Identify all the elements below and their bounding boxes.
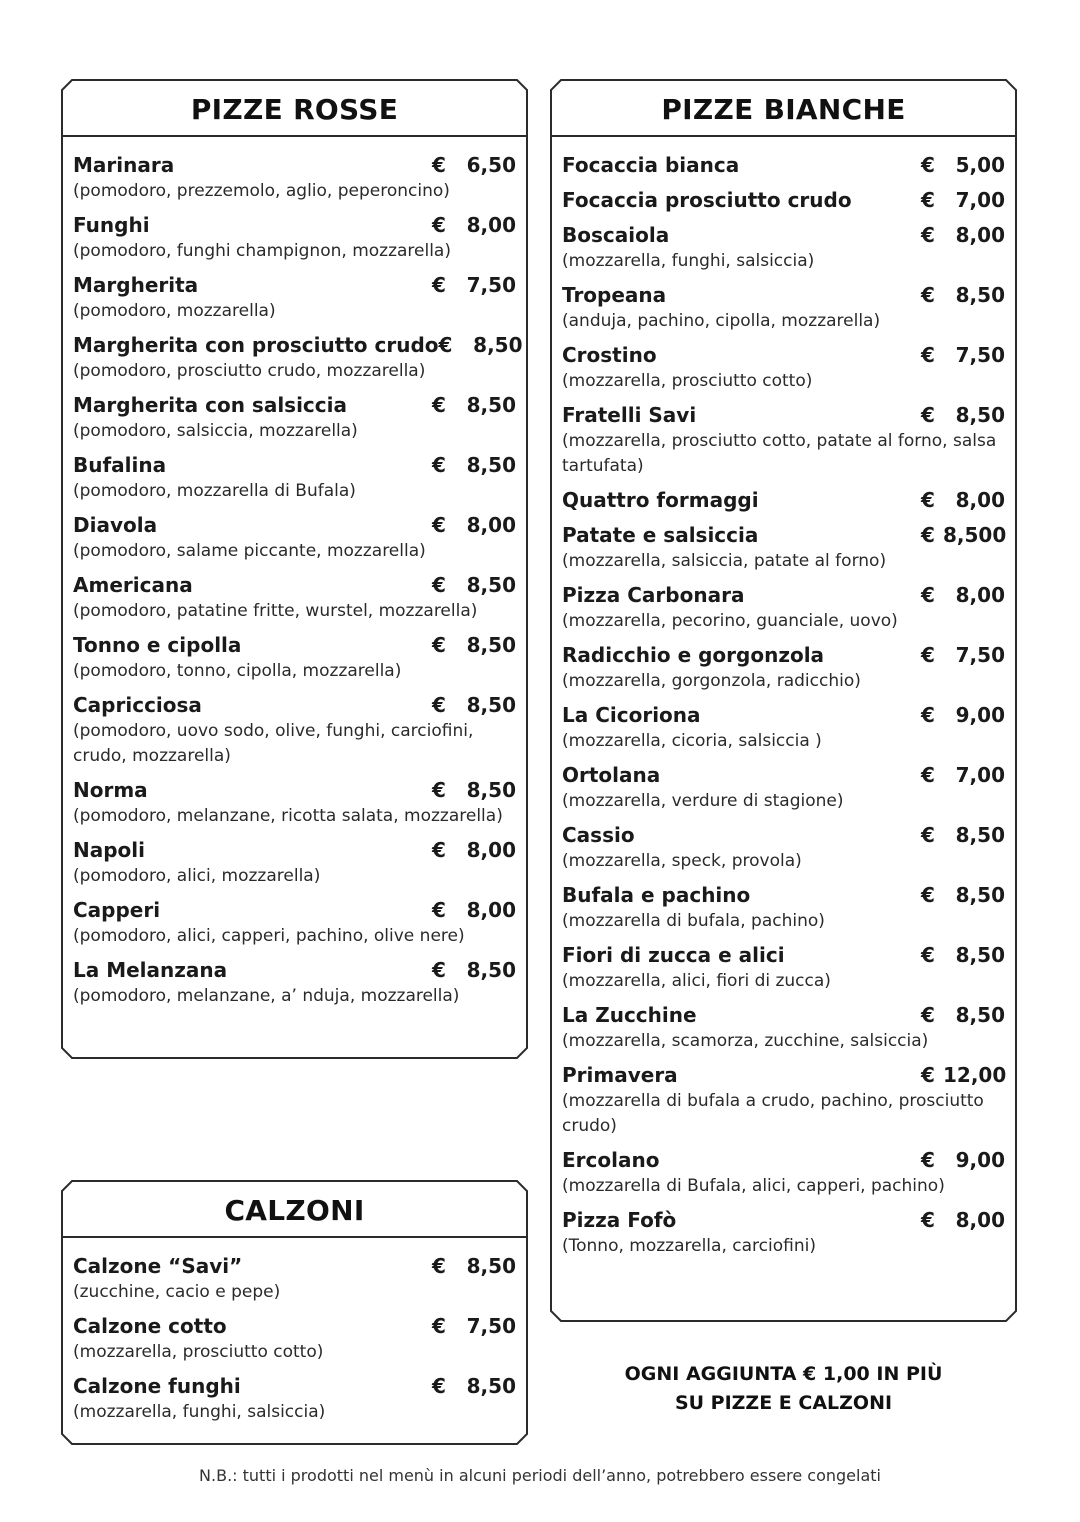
currency-symbol: € [921,223,935,247]
item-header [562,223,1005,249]
item-ingredients: (anduja, pachino, cipolla, mozzarella) [562,311,881,331]
price-amount: 7,00 [955,188,1005,212]
item-price [432,958,516,982]
currency-symbol: € [921,583,935,607]
menu-item [73,1374,516,1425]
menu-item [562,643,1005,694]
item-header [73,633,516,659]
item-price [921,283,1005,307]
currency-symbol: € [432,513,446,537]
item-name: Quattro formaggi [562,488,759,512]
item-header [73,1314,516,1340]
menu-item [73,778,516,829]
item-name: Calzone cotto [73,1314,227,1338]
currency-symbol: € [921,488,935,512]
item-list [73,153,523,1018]
item-price [432,693,516,717]
item-ingredients: (pomodoro, funghi champignon, mozzarella) [73,241,451,261]
item-ingredients: (mozzarella, pecorino, guanciale, uovo) [562,611,898,631]
item-ingredients: (pomodoro, mozzarella di Bufala) [73,481,356,501]
note-line-2: SU PIZZE E CALZONI [674,1392,893,1414]
item-ingredients: (pomodoro, uovo sodo, olive, funghi, carciofini, crudo, mozzarella) [73,721,474,766]
item-name: Focaccia bianca [562,153,740,177]
menu-item [73,1314,516,1365]
item-ingredients: (mozzarella, gorgonzola, radicchio) [562,671,861,691]
item-price [921,1148,1005,1172]
item-name: Norma [73,778,148,802]
price-amount: 8,50 [466,573,516,597]
item-header [73,393,516,419]
item-ingredients: (mozzarella, cicoria, salsiccia ) [562,731,822,751]
price-amount: 8,00 [466,838,516,862]
item-name: Calzone funghi [73,1374,241,1398]
item-list [562,153,1005,1268]
menu-item [73,958,516,1009]
item-name: Marinara [73,153,175,177]
item-header [562,188,1005,214]
price-amount: 8,50 [473,333,523,357]
currency-symbol: € [432,778,446,802]
item-header [562,283,1005,309]
price-amount: 8,50 [955,943,1005,967]
price-amount: 8,00 [955,1208,1005,1232]
item-price [432,1374,516,1398]
currency-symbol: € [921,523,935,547]
item-name: La Melanzana [73,958,228,982]
price-amount: 12,00 [943,1063,1007,1087]
item-ingredients: (pomodoro, mozzarella) [73,301,276,321]
item-ingredients: (pomodoro, prezzemolo, aglio, peperoncino) [73,181,450,201]
item-price [921,153,1005,177]
menu-item [562,343,1005,394]
currency-symbol: € [921,1063,935,1087]
currency-symbol: € [432,958,446,982]
price-amount: 8,00 [955,488,1005,512]
currency-symbol: € [432,633,446,657]
section-title: CALZONI [224,1194,365,1227]
menu-item [562,283,1005,334]
item-price [432,898,516,922]
item-header [562,763,1005,789]
price-amount: 8,50 [466,778,516,802]
item-header [73,213,516,239]
currency-symbol: € [921,403,935,427]
section-title: PIZZE ROSSE [190,93,399,126]
item-name: Funghi [73,213,150,237]
currency-symbol: € [432,573,446,597]
price-amount: 7,50 [955,643,1005,667]
item-name: Tonno e cipolla [73,633,242,657]
currency-symbol: € [921,943,935,967]
item-price [921,703,1005,727]
item-price [921,823,1005,847]
menu-item [562,488,1005,514]
item-price [432,573,516,597]
menu-item [562,883,1005,934]
price-amount: 8,50 [955,283,1005,307]
item-ingredients: (mozzarella, prosciutto cotto, patate al forno, salsa tartufata) [562,431,997,476]
panel-calzoni [62,1181,527,1444]
item-ingredients: (mozzarella, alici, fiori di zucca) [562,971,831,991]
item-price [921,1063,1005,1087]
item-header [73,693,516,719]
menu-item [73,213,516,264]
item-ingredients: (pomodoro, alici, mozzarella) [73,866,321,886]
item-header [562,343,1005,369]
currency-symbol: € [432,213,446,237]
panel-pizze-bianche [551,80,1016,1321]
item-header [562,823,1005,849]
item-name: Pizza Carbonara [562,583,745,607]
currency-symbol: € [432,153,446,177]
item-price [432,153,516,177]
item-name: Cassio [562,823,635,847]
item-name: Patate e salsiccia [562,523,759,547]
price-amount: 8,00 [466,513,516,537]
item-header [73,1374,516,1400]
item-header [73,838,516,864]
menu-item [562,943,1005,994]
item-header [562,153,1005,179]
price-amount: 8,00 [466,213,516,237]
currency-symbol: € [921,823,935,847]
currency-symbol: € [921,1208,935,1232]
item-ingredients: (pomodoro, salame piccante, mozzarella) [73,541,426,561]
item-ingredients: (pomodoro, patatine fritte, wurstel, mozzarella) [73,601,478,621]
currency-symbol: € [432,453,446,477]
menu-item [73,333,523,384]
item-name: Focaccia prosciutto crudo [562,188,852,212]
item-price [432,513,516,537]
currency-symbol: € [921,188,935,212]
item-header [562,1208,1005,1234]
menu-item [562,188,1005,214]
currency-symbol: € [921,703,935,727]
item-name: Ercolano [562,1148,660,1172]
item-name: Calzone “Savi” [73,1254,243,1278]
price-amount: 6,50 [466,153,516,177]
item-ingredients: (pomodoro, melanzane, ricotta salata, mozzarella) [73,806,503,826]
menu-item [562,403,1005,479]
item-price [921,763,1005,787]
item-name: Crostino [562,343,657,367]
menu-item [562,1208,1005,1259]
item-price [439,333,523,357]
menu-item [562,1003,1005,1054]
price-amount: 8,50 [466,453,516,477]
price-amount: 8,00 [955,223,1005,247]
currency-symbol: € [432,838,446,862]
item-header [562,1148,1005,1174]
currency-symbol: € [921,763,935,787]
item-price [432,273,516,297]
item-header [73,778,516,804]
item-price [921,223,1005,247]
item-name: Margherita con prosciutto crudo [73,333,439,357]
price-amount: 8,00 [955,583,1005,607]
menu-item [73,453,516,504]
menu-item [562,763,1005,814]
currency-symbol: € [921,643,935,667]
item-price [921,488,1005,512]
item-ingredients: (mozzarella di bufala a crudo, pachino, prosciutto crudo) [562,1091,984,1136]
price-amount: 9,00 [955,1148,1005,1172]
item-price [432,1254,516,1278]
item-name: Diavola [73,513,158,537]
price-amount: 9,00 [955,703,1005,727]
price-amount: 8,00 [466,898,516,922]
item-name: Fratelli Savi [562,403,697,427]
note-line-1: OGNI AGGIUNTA € 1,00 IN PIÙ [624,1363,943,1385]
item-header [73,453,516,479]
currency-symbol: € [432,1374,446,1398]
item-price [432,1314,516,1338]
item-name: Capricciosa [73,693,202,717]
menu-item [562,703,1005,754]
price-amount: 8,50 [466,958,516,982]
item-header [562,943,1005,969]
item-header [562,703,1005,729]
item-ingredients: (Tonno, mozzarella, carciofini) [562,1236,816,1256]
menu-item [562,223,1005,274]
menu-item [73,153,516,204]
menu-item [562,523,1005,574]
item-header [73,333,523,359]
item-header [73,513,516,539]
price-amount: 8,50 [955,883,1005,907]
item-header [562,883,1005,909]
menu-item [562,1063,1005,1139]
menu-item [73,693,516,769]
item-price [921,643,1005,667]
menu-item [73,633,516,684]
item-ingredients: (pomodoro, salsiccia, mozzarella) [73,421,358,441]
item-price [921,523,1005,547]
item-ingredients: (pomodoro, tonno, cipolla, mozzarella) [73,661,402,681]
currency-symbol: € [921,1148,935,1172]
item-price [432,393,516,417]
item-ingredients: (zucchine, cacio e pepe) [73,1282,281,1302]
item-header [73,1254,516,1280]
item-header [562,1003,1005,1029]
price-amount: 7,50 [466,1314,516,1338]
currency-symbol: € [432,693,446,717]
menu-item [562,583,1005,634]
item-name: Fiori di zucca e alici [562,943,785,967]
item-name: Radicchio e gorgonzola [562,643,825,667]
item-ingredients: (mozzarella, verdure di stagione) [562,791,844,811]
item-name: Margherita con salsiccia [73,393,347,417]
menu-item [73,573,516,624]
price-amount: 8,50 [955,403,1005,427]
menu-item [73,1254,516,1305]
item-ingredients: (mozzarella, salsiccia, patate al forno) [562,551,887,571]
price-amount: 7,00 [955,763,1005,787]
panel-pizze-rosse [62,80,527,1058]
menu-item [562,823,1005,874]
item-ingredients: (mozzarella, funghi, salsiccia) [562,251,815,271]
item-name: Americana [73,573,193,597]
item-header [73,898,516,924]
currency-symbol: € [432,1314,446,1338]
item-price [921,403,1005,427]
menu-item [562,1148,1005,1199]
item-header [562,523,1005,549]
currency-symbol: € [432,273,446,297]
item-header [562,643,1005,669]
item-price [432,778,516,802]
item-name: Napoli [73,838,146,862]
item-name: Bufalina [73,453,167,477]
item-name: Boscaiola [562,223,670,247]
item-ingredients: (mozzarella di Bufala, alici, capperi, pachino) [562,1176,945,1196]
item-name: Capperi [73,898,161,922]
item-name: Bufala e pachino [562,883,751,907]
currency-symbol: € [432,898,446,922]
item-header [562,488,1005,514]
item-header [73,153,516,179]
item-name: Ortolana [562,763,661,787]
item-header [562,583,1005,609]
item-price [921,1003,1005,1027]
item-ingredients: (pomodoro, alici, capperi, pachino, olive nere) [73,926,465,946]
menu-item [562,153,1005,179]
item-price [921,883,1005,907]
item-header [562,403,1005,429]
item-header [73,958,516,984]
item-name: Tropeana [562,283,667,307]
item-price [921,583,1005,607]
menu-item [73,393,516,444]
item-header [73,273,516,299]
item-ingredients: (mozzarella, funghi, salsiccia) [73,1402,326,1422]
currency-symbol: € [438,333,453,357]
currency-symbol: € [921,343,935,367]
item-name: Primavera [562,1063,678,1087]
item-name: La Zucchine [562,1003,697,1027]
item-price [921,1208,1005,1232]
price-amount: 8,50 [466,1374,516,1398]
currency-symbol: € [921,153,935,177]
menu-item [73,513,516,564]
section-title: PIZZE BIANCHE [661,93,906,126]
currency-symbol: € [921,1003,935,1027]
item-ingredients: (mozzarella, scamorza, zucchine, salsiccia) [562,1031,929,1051]
currency-symbol: € [921,883,935,907]
item-price [432,633,516,657]
price-amount: 8,50 [466,633,516,657]
item-price [921,188,1005,212]
price-amount: 7,50 [955,343,1005,367]
item-ingredients: (pomodoro, melanzane, a’ nduja, mozzarella) [73,986,460,1006]
item-price [432,838,516,862]
item-header [562,1063,1005,1089]
item-price [432,453,516,477]
item-price [921,943,1005,967]
item-name: Pizza Fofò [562,1208,677,1232]
currency-symbol: € [432,1254,446,1278]
currency-symbol: € [432,393,446,417]
currency-symbol: € [921,283,935,307]
price-amount: 8,50 [466,1254,516,1278]
menu-item [73,898,516,949]
item-price [921,343,1005,367]
price-amount: 8,50 [955,823,1005,847]
item-list [73,1254,516,1434]
price-amount: 8,500 [943,523,1007,547]
menu-item [73,273,516,324]
price-amount: 8,50 [466,393,516,417]
item-ingredients: (mozzarella, prosciutto cotto) [562,371,813,391]
menu-item [73,838,516,889]
item-name: La Cicoriona [562,703,701,727]
item-header [73,573,516,599]
item-ingredients: (mozzarella, speck, provola) [562,851,802,871]
extra-topping-note [551,1360,1016,1418]
price-amount: 5,00 [955,153,1005,177]
item-ingredients: (mozzarella, prosciutto cotto) [73,1342,324,1362]
price-amount: 8,50 [466,693,516,717]
price-amount: 7,50 [466,273,516,297]
price-amount: 8,50 [955,1003,1005,1027]
footer-note: N.B.: tutti i prodotti nel menù in alcuni periodi dell’anno, potrebbero essere congelati [199,1466,881,1485]
item-price [432,213,516,237]
item-ingredients: (mozzarella di bufala, pachino) [562,911,825,931]
item-name: Margherita [73,273,199,297]
item-ingredients: (pomodoro, prosciutto crudo, mozzarella) [73,361,426,381]
